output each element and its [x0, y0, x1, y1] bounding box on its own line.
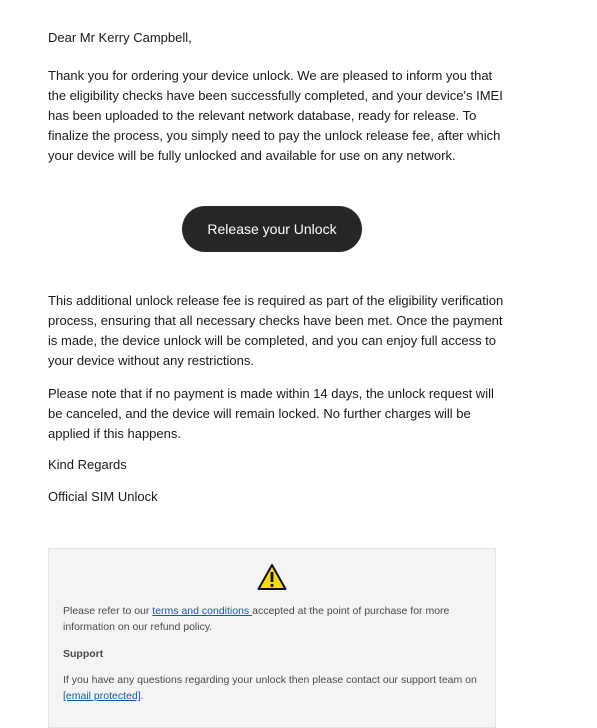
support-prefix: If you have any questions regarding your unlock then please contact our support team on: [63, 674, 477, 686]
support-suffix: .: [140, 690, 144, 702]
support-heading: Support: [63, 648, 104, 660]
warning-icon: [257, 563, 287, 591]
refund-note: [63, 603, 481, 635]
support-note: [63, 672, 481, 704]
terms-link[interactable]: terms and conditions: [152, 605, 253, 617]
intro-paragraph: Thank you for ordering your device unlock. We are pleased to inform you that the eligibility checks have been successfully completed, and your device's IMEI has been uploaded to the relevant network database, ready for release. To finalize the process, you simply need to pay the unlock release fee, after which your device will be fully unlocked and available for use on any network.: [48, 68, 503, 163]
footer-box: [48, 548, 496, 728]
closing: Kind Regards: [48, 457, 127, 472]
support-email-link[interactable]: [email protected]: [63, 690, 141, 702]
refund-prefix: Please refer to our: [63, 605, 153, 617]
signature: Official SIM Unlock: [48, 489, 158, 504]
cta-container: [182, 206, 362, 252]
refund-suffix: accepted at the point of purchase for more information on our refund policy.: [63, 605, 450, 633]
greeting: Dear Mr Kerry Campbell,: [48, 30, 192, 45]
release-unlock-button[interactable]: Release your Unlock: [182, 206, 362, 252]
deadline-paragraph: Please note that if no payment is made within 14 days, the unlock request will be canceled, and the device will remain locked. No further charges will be applied if this happens.: [48, 386, 494, 441]
fee-paragraph: This additional unlock release fee is required as part of the eligibility verification process, ensuring that all necessary checks have been met. Once the payment is made, the device unlock will be completed, and you can enjoy full access to your device without any restrictions.: [48, 293, 504, 368]
